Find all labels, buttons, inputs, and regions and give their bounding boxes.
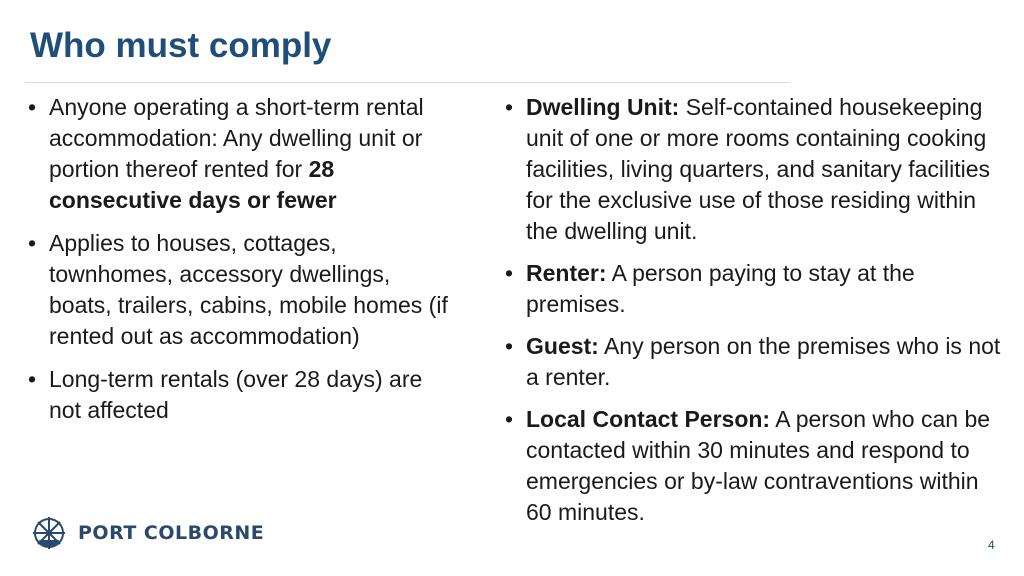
definition-text: A person paying to stay at the premises. [526,260,915,317]
definition-term: Dwelling Unit: [526,94,680,120]
list-item [28,92,448,216]
definition-item [505,258,1005,320]
list-item [28,364,448,426]
logo-wordmark: PORT COLBORNE [78,522,265,544]
definition-item [505,331,1005,393]
definition-term: Guest: [526,333,599,359]
bullet-text: Anyone operating a short-term rental accommodation: Any dwelling unit or portion thereof rented for [49,94,424,182]
left-column [28,92,448,438]
definition-text: Any person on the premises who is not a renter. [526,333,1001,390]
bullet-emphasis: 28 consecutive days or fewer [49,156,337,213]
title-divider [25,82,789,83]
list-item [28,228,448,352]
definition-item [505,92,1005,247]
definitions-list [505,92,1005,528]
port-colborne-logo [30,515,264,551]
definition-text: Self-contained housekeeping unit of one or more rooms containing cooking facilities, living quarters, and sanitary facilities for the exclusive use of those residing within the dwelling unit. [526,94,991,244]
definition-item [505,404,1005,528]
definition-text: A person who can be contacted within 30 minutes and respond to emergencies or by-law contraventions within 60 minutes. [526,406,991,525]
definition-term: Renter: [526,260,607,286]
right-column [505,92,1005,539]
bullet-text: Long-term rentals (over 28 days) are not affected [49,366,423,423]
bullet-text: Applies to houses, cottages, townhomes, accessory dwellings, boats, trailers, cabins, mobile homes (if rented out as accommodation) [49,230,448,349]
definition-term: Local Contact Person: [526,406,771,432]
ship-wheel-logo-icon [30,516,68,550]
page-number: 4 [988,538,995,552]
left-bullet-list [28,92,448,426]
slide-title: Who must comply [30,26,332,65]
